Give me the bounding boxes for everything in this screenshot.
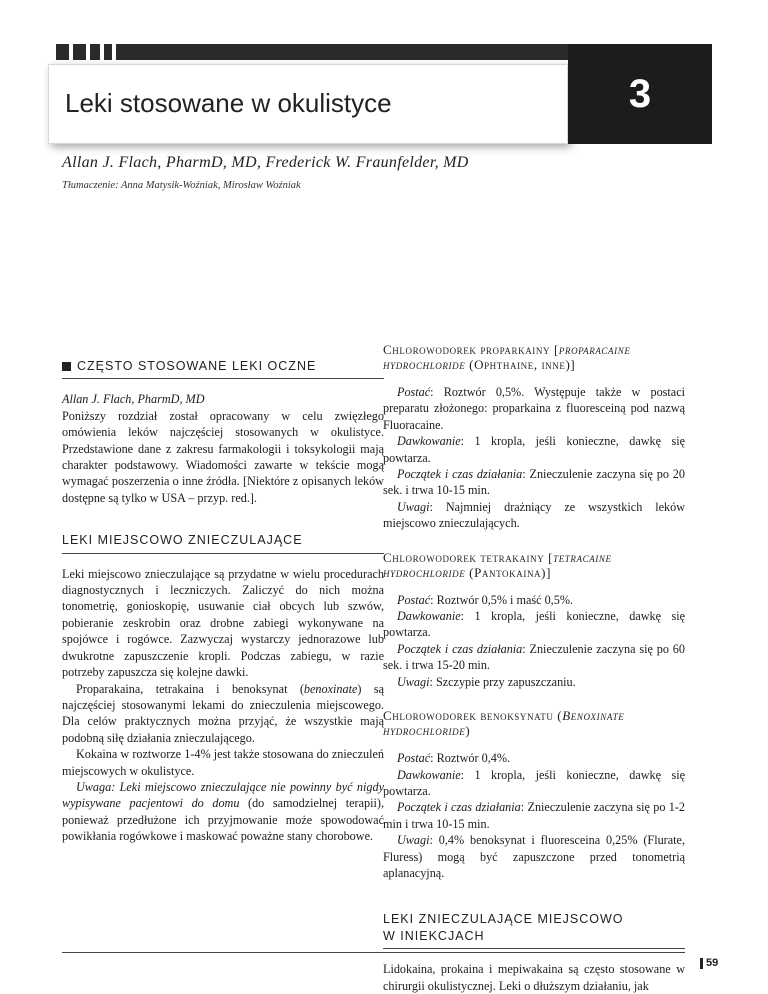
drug-monograph-proparacaine: Postać: Roztwór 0,5%. Występuje także w postaci preparatu złożonego: proparkaina z fluoresceiną pod nazwą Fluoracaine. Dawkowanie: 1 kropla, jeśli konieczne, dawkę się powtarza. Początek i czas działania: Znieczulenie zaczyna się po 20 sek. i trwa 10-15 min. Uwagi: Najmniej drażniący ze wszystkich leków miejscowo znieczulających. xyxy=(383,385,685,531)
chapter-number: 3 xyxy=(568,44,712,144)
drug-monograph-tetracaine: Postać: Roztwór 0,5% i maść 0,5%. Dawkowanie: 1 kropla, jeśli konieczne, dawkę się powtarza. Początek i czas działania: Znieczulenie zaczyna się po 60 sek. i trwa 15-20 min. Uwagi: Szczypie przy zapuszczaniu. xyxy=(383,592,685,689)
intro-paragraph: Poniższy rozdział został opracowany w celu zwięzłego omówienia leków najczęściej stosowanych w okulistyce. Przedstawione dane z zakresu farmakologii i toksykologii mają charakter podstawowy. Wiadomości zawarte w tekście mogą wymagać poszerzenia o inne źródła. [Niektóre z opisanych leków dostępne są tylko w USA – przyp. red.]. xyxy=(62,408,384,505)
chapter-title: Leki stosowane w okulistyce xyxy=(65,88,392,118)
right-column xyxy=(383,342,685,994)
translation-line: Tłumaczenie: Anna Matysik-Woźniak, Mirosław Woźniak xyxy=(62,180,301,191)
drug-monograph-benoxinate: Postać: Roztwór 0,4%. Dawkowanie: 1 kropla, jeśli konieczne, dawkę się powtarza. Początek i czas działania: Znieczulenie zaczyna się po 1-2 min i trwa 10-15 min. Uwagi: 0,4% benoksynat i fluoresceina 0,25% (Flurate, Fluress) mogą być zapuszczone przed tonometrią aplanacyjną. xyxy=(383,751,686,880)
section-byline: Allan J. Flach, PharmD, MD xyxy=(62,392,205,407)
page-number: 59 xyxy=(700,957,718,969)
injection-paragraph: Lidokaina, prokaina i mepiwakaina są często stosowane w chirurgii okulistycznej. Leki o dłuższym działaniu, jak xyxy=(383,962,685,993)
page-marker-icon xyxy=(700,958,703,969)
section-heading-common-drugs: CZĘSTO STOSOWANE LEKI OCZNE xyxy=(62,358,384,379)
square-bullet-icon xyxy=(62,362,71,371)
paragraph-1: Leki miejscowo znieczulające są przydatne w wielu procedurach diagnostycznych i leczniczych. Zaliczyć do nich można tonometrię, gonioskopię, usuwanie ciał obcych lub szwów, pobieranie zeskrobin oraz drobne zabiegi wykonywane na spojówce i rogówce. Zazwyczaj wystarczy jednorazowe lub dwukrotne zapuszczenie kropli. Podczas zabiegu, w razie potrzeby zapuszcza się kolejne dawki. xyxy=(62,566,384,680)
paragraph-2: Proparakaina, tetrakaina i benoksynat (benoxinate) są najczęściej stosowanymi lekami do znieczulenia miejscowego. Dla celów praktycznych można przyjąć, że wszystkie mają podobną siłę działania znieczulającego. xyxy=(62,681,384,745)
header-decorative-bars xyxy=(56,44,568,60)
drug-heading-tetracaine: Chlorowodorek tetrakainy [tetracaine hydrochloride (Pantokaina)] xyxy=(383,549,612,580)
left-column xyxy=(62,358,384,845)
authors-line: Allan J. Flach, PharmD, MD, Frederick W. Fraunfelder, MD xyxy=(62,154,469,171)
drug-heading-proparacaine: Chlorowodorek proparkainy [proparacaine hydrochloride (Ophthaine, inne)] xyxy=(383,342,631,372)
subsection-heading-local-anesthetics: LEKI MIEJSCOWO ZNIECZULAJĄCE xyxy=(62,532,384,553)
paragraph-3: Kokaina w roztworze 1-4% jest także stosowana do znieczuleń miejscowych w okulistyce. xyxy=(62,747,384,778)
drug-heading-benoxinate: Chlorowodorek benoksynatu (Benoxinate hydrochloride) xyxy=(383,708,625,739)
paragraph-4: Uwaga: Leki miejscowo znieczulające nie powinny być nigdy wypisywane pacjentowi do domu (do samodzielnej terapii), ponieważ przedłużone ich przyjmowanie może spowodować powikłania rogówkowe i maskować poważne stany chorobowe. xyxy=(62,779,384,844)
chapter-title-box xyxy=(48,64,568,144)
footer-rule xyxy=(62,952,685,953)
subsection-heading-injection-anesthetics: LEKI ZNIECZULAJĄCE MIEJSCOWO W INIEKCJACH xyxy=(383,911,685,949)
